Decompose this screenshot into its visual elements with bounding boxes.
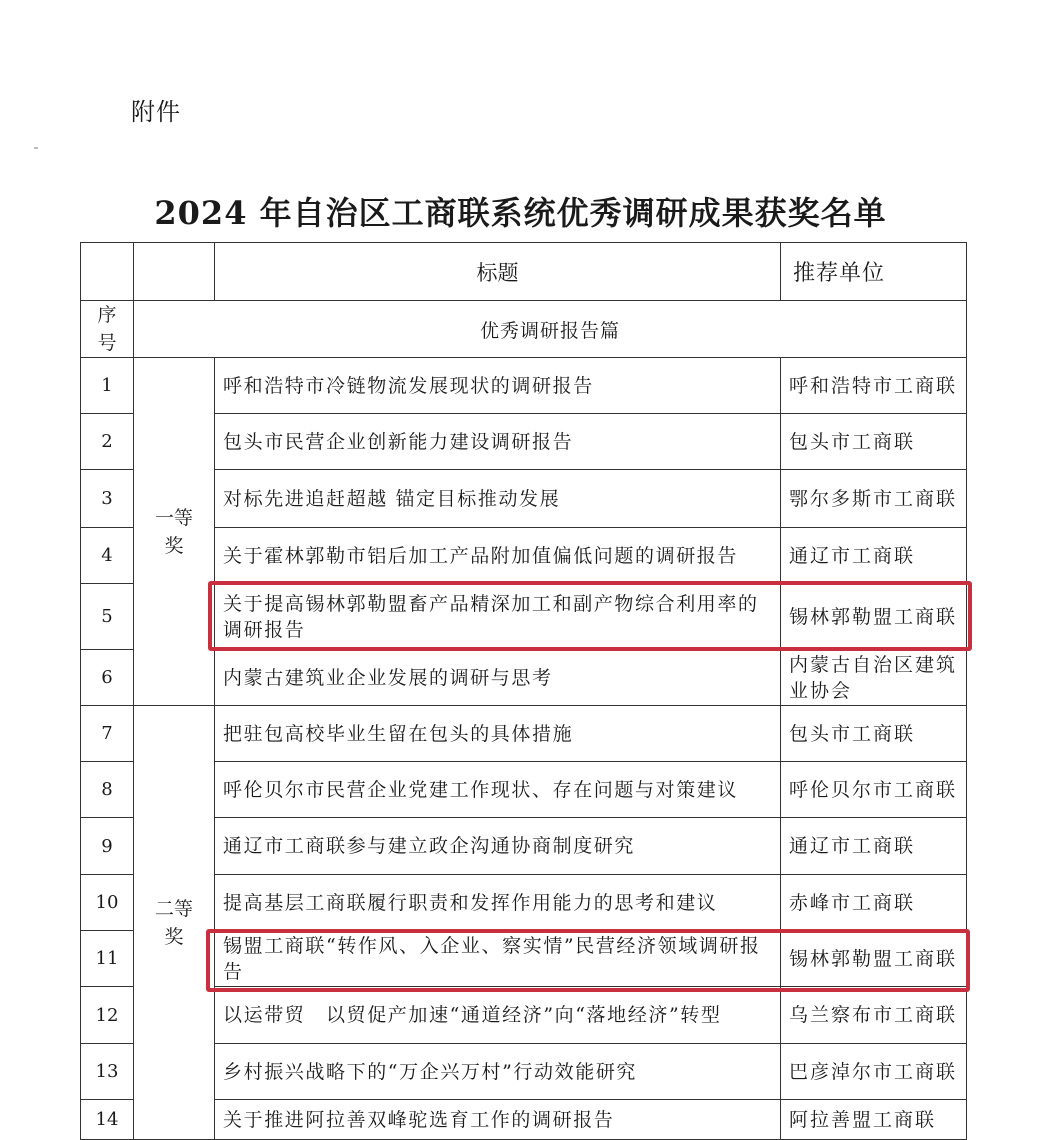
report-title: 乡村振兴战略下的“万企兴万村”行动效能研究 (215, 1044, 781, 1100)
report-title: 包头市民营企业创新能力建设调研报告 (215, 414, 781, 470)
recommending-unit: 锡林郭勒盟工商联 (781, 584, 967, 650)
prize-level-label: 二等 奖 (154, 897, 193, 948)
row-index: 4 (81, 528, 134, 584)
table-row (81, 358, 967, 414)
report-title: 呼伦贝尔市民营企业党建工作现状、存在问题与对策建议 (215, 762, 781, 818)
section-row (81, 301, 967, 358)
recommending-unit: 锡林郭勒盟工商联 (781, 931, 967, 987)
recommending-unit: 赤峰市工商联 (781, 875, 967, 931)
document-title: 2024 年自治区工商联系统优秀调研成果获奖名单 (154, 194, 887, 232)
row-index: 8 (81, 762, 134, 818)
row-index: 2 (81, 414, 134, 470)
recommending-unit: 乌兰察布市工商联 (781, 987, 967, 1044)
attachment-label: 附件 (131, 98, 181, 126)
awards-table (80, 242, 967, 1140)
column-header-index-text: 序 号 (97, 304, 117, 354)
prize-level-cell (134, 706, 215, 1140)
recommending-unit: 呼伦贝尔市工商联 (781, 762, 967, 818)
scan-speck (34, 147, 38, 149)
recommending-unit: 鄂尔多斯市工商联 (781, 470, 967, 528)
header-blank-cell (81, 243, 134, 301)
report-title: 以运带贸 以贸促产加速“通道经济”向“落地经济”转型 (215, 987, 781, 1044)
report-title: 锡盟工商联“转作风、入企业、察实情”民营经济领域调研报告 (215, 931, 781, 987)
row-index: 12 (81, 987, 134, 1044)
row-index: 10 (81, 875, 134, 931)
report-title: 关于霍林郭勒市铝后加工产品附加值偏低问题的调研报告 (215, 528, 781, 584)
recommending-unit: 通辽市工商联 (781, 818, 967, 875)
report-title: 提高基层工商联履行职责和发挥作用能力的思考和建议 (215, 875, 781, 931)
row-index: 7 (81, 706, 134, 762)
row-index: 6 (81, 650, 134, 706)
table-header-row (81, 243, 967, 301)
row-index: 1 (81, 358, 134, 414)
recommending-unit: 包头市工商联 (781, 414, 967, 470)
column-header-index (81, 301, 134, 358)
report-title: 对标先进追赶超越 锚定目标推动发展 (215, 470, 781, 528)
report-title: 关于推进阿拉善双峰驼选育工作的调研报告 (215, 1100, 781, 1140)
recommending-unit: 内蒙古自治区建筑业协会 (781, 650, 967, 706)
row-index: 3 (81, 470, 134, 528)
table-row (81, 706, 967, 762)
prize-level-label: 一等 奖 (154, 506, 193, 557)
report-title: 通辽市工商联参与建立政企沟通协商制度研究 (215, 818, 781, 875)
row-index: 14 (81, 1100, 134, 1140)
recommending-unit: 巴彦淖尔市工商联 (781, 1044, 967, 1100)
column-header-unit: 推荐单位 (781, 243, 967, 301)
row-index: 11 (81, 931, 134, 987)
row-index: 5 (81, 584, 134, 650)
recommending-unit: 包头市工商联 (781, 706, 967, 762)
recommending-unit: 通辽市工商联 (781, 528, 967, 584)
section-title: 优秀调研报告篇 (134, 301, 967, 358)
column-header-title: 标题 (215, 243, 781, 301)
header-blank-cell-2 (134, 243, 215, 301)
report-title: 把驻包高校毕业生留在包头的具体措施 (215, 706, 781, 762)
recommending-unit: 呼和浩特市工商联 (781, 358, 967, 414)
report-title: 关于提高锡林郭勒盟畜产品精深加工和副产物综合利用率的调研报告 (215, 584, 781, 650)
report-title: 内蒙古建筑业企业发展的调研与思考 (215, 650, 781, 706)
prize-level-cell (134, 358, 215, 706)
recommending-unit: 阿拉善盟工商联 (781, 1100, 967, 1140)
report-title: 呼和浩特市冷链物流发展现状的调研报告 (215, 358, 781, 414)
row-index: 13 (81, 1044, 134, 1100)
row-index: 9 (81, 818, 134, 875)
